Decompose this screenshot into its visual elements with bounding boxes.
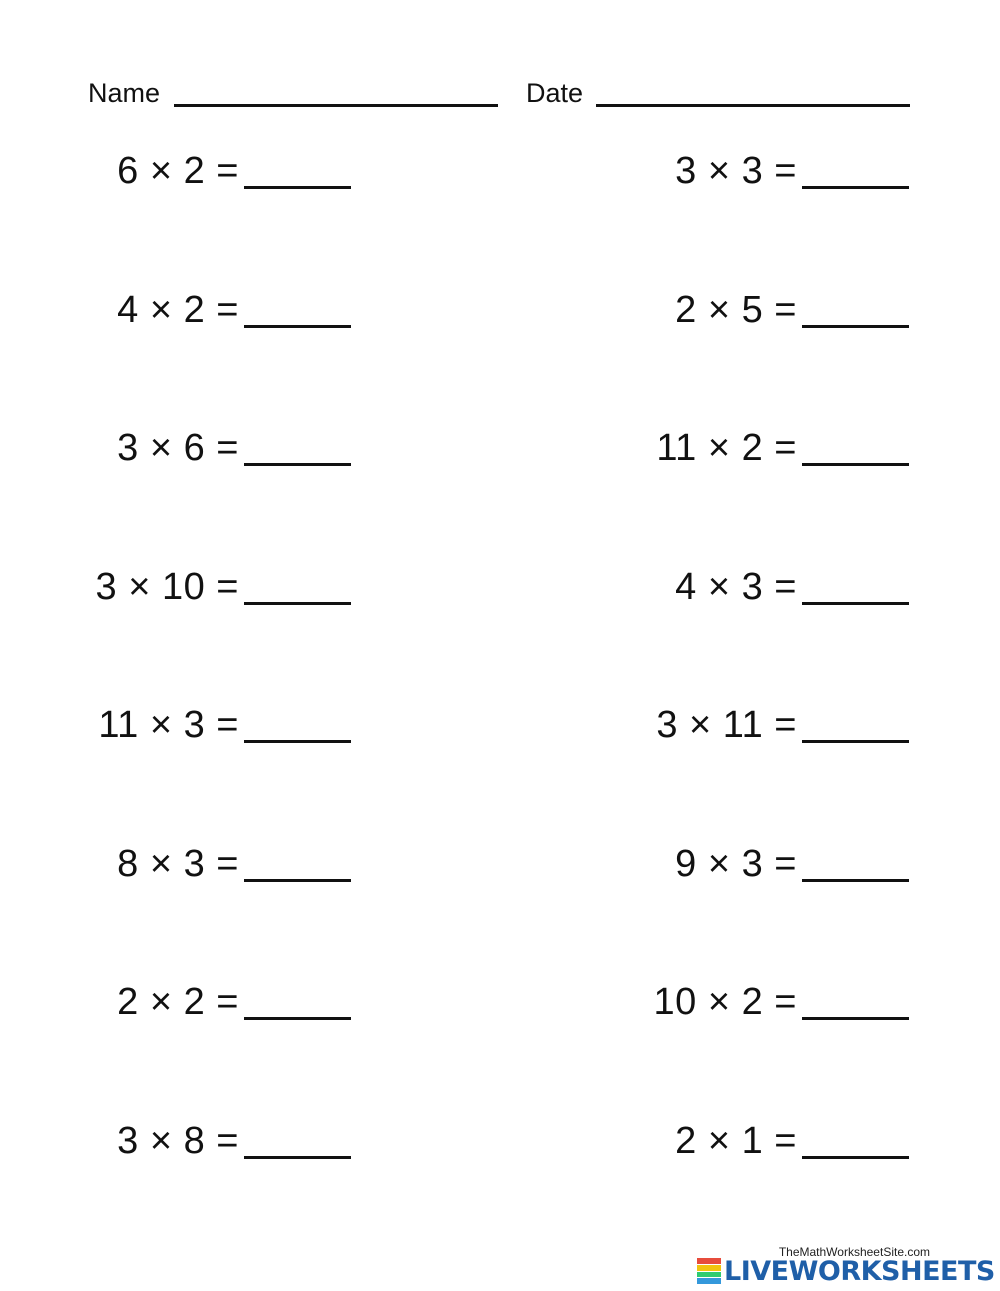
problem-item <box>86 971 351 1110</box>
answer-field[interactable] <box>244 463 351 466</box>
worksheet-header <box>88 72 910 112</box>
problems-right-column <box>644 140 909 1248</box>
problem-expression: 2 × 2 = <box>117 981 239 1023</box>
problem-item <box>644 833 909 972</box>
answer-field[interactable] <box>244 325 351 328</box>
problem-expression: 8 × 3 = <box>117 842 239 885</box>
answer-field[interactable] <box>802 879 909 882</box>
brand-name: LIVEWORKSHEETS <box>724 1255 995 1287</box>
liveworksheets-logo[interactable] <box>697 1255 995 1287</box>
answer-field[interactable] <box>244 602 351 605</box>
problem-expression: 3 × 11 = <box>656 704 797 746</box>
problem-expression: 11 × 3 = <box>98 704 239 746</box>
problem-expression: 9 × 3 = <box>675 842 797 885</box>
liveworksheets-mark-icon <box>697 1258 721 1284</box>
problem-expression: 2 × 5 = <box>675 288 797 331</box>
problem-expression: 3 × 10 = <box>95 565 239 608</box>
problem-expression: 3 × 6 = <box>117 427 239 469</box>
problem-expression: 3 × 8 = <box>117 1119 239 1162</box>
answer-field[interactable] <box>244 740 351 743</box>
name-label: Name <box>88 78 161 108</box>
problem-expression: 3 × 3 = <box>675 150 797 192</box>
problem-item <box>86 140 351 279</box>
problem-item <box>86 1110 351 1249</box>
problem-item <box>86 833 351 972</box>
problem-item <box>644 140 909 279</box>
answer-field[interactable] <box>802 186 909 189</box>
date-field[interactable] <box>596 104 910 107</box>
problem-item <box>644 694 909 833</box>
problem-item <box>86 279 351 418</box>
problem-item <box>644 279 909 418</box>
answer-field[interactable] <box>802 602 909 605</box>
site-credit: TheMathWorksheetSite.com <box>778 1245 930 1259</box>
problem-expression: 2 × 1 = <box>675 1119 797 1162</box>
problem-item <box>86 694 351 833</box>
name-field[interactable] <box>174 104 498 107</box>
answer-field[interactable] <box>802 1017 909 1020</box>
problem-expression: 6 × 2 = <box>117 150 239 192</box>
problem-item <box>644 1110 909 1249</box>
problem-expression: 4 × 3 = <box>675 565 797 608</box>
problems-left-column <box>86 140 351 1248</box>
problem-item <box>86 556 351 695</box>
problem-expression: 11 × 2 = <box>656 427 797 469</box>
problem-item <box>644 556 909 695</box>
answer-field[interactable] <box>244 186 351 189</box>
problem-item <box>644 971 909 1110</box>
answer-field[interactable] <box>802 1156 909 1159</box>
date-label: Date <box>526 78 584 108</box>
problem-expression: 10 × 2 = <box>653 981 797 1023</box>
answer-field[interactable] <box>244 879 351 882</box>
answer-field[interactable] <box>802 463 909 466</box>
problem-item <box>644 417 909 556</box>
answer-field[interactable] <box>244 1017 351 1020</box>
answer-field[interactable] <box>244 1156 351 1159</box>
answer-field[interactable] <box>802 325 909 328</box>
problem-expression: 4 × 2 = <box>117 288 239 331</box>
problem-item <box>86 417 351 556</box>
answer-field[interactable] <box>802 740 909 743</box>
